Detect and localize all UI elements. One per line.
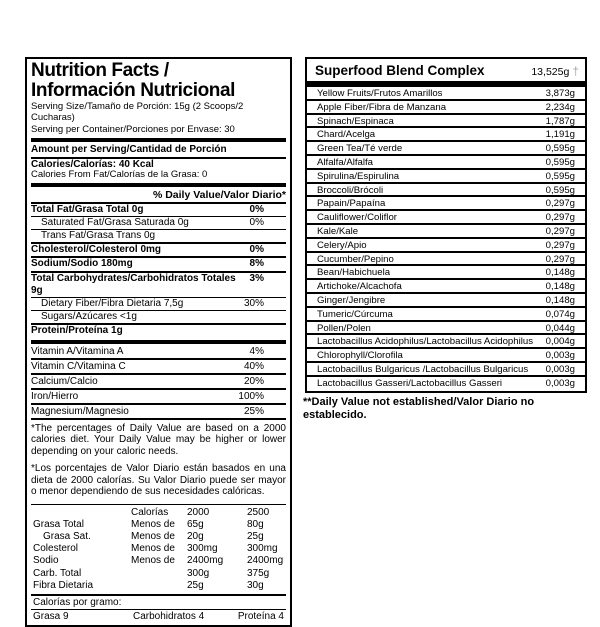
nutrient-label: Dietary Fiber/Fibra Dietaria 7,5g <box>41 297 184 309</box>
dv-table-cell: Colesterol <box>33 543 79 555</box>
ingredients-list <box>307 87 585 391</box>
vitamin-row <box>31 358 286 373</box>
dv-table-cell: Carb. Total <box>33 567 82 579</box>
ingredient-row <box>307 197 585 211</box>
dv-table-cell: Menos de <box>131 530 175 542</box>
nutrient-row <box>31 323 286 337</box>
ingredient-name: Yellow Fruits/Frutos Amarillos <box>317 88 443 99</box>
ingredient-name: Alfalfa/Alfalfa <box>317 156 373 168</box>
ingredient-amount: 0,297g <box>545 198 575 210</box>
superfood-footnote: **Daily Value not established/Valor Diario no establecido. <box>303 395 535 421</box>
ingredient-amount: 0,074g <box>545 308 575 320</box>
nutrient-label: Total Carbohydrates/Carbohidratos Totales 9g <box>31 272 236 296</box>
ingredient-row <box>307 115 585 129</box>
nutrient-value: 0% <box>249 216 264 228</box>
footnote-english: *The percentages of Daily Value are based on a 2000 calories diet. Your Daily Value may be higher or lower depending on your caloric needs. <box>31 422 286 457</box>
vitamin-label: Vitamin A/Vitamina A <box>31 345 124 357</box>
nutrient-row <box>31 204 286 216</box>
daily-value-heading: % Daily Value/Valor Diario* <box>31 188 286 204</box>
ingredient-row <box>307 170 585 184</box>
ingredient-amount: 0,595g <box>545 156 575 168</box>
vitamins-list <box>31 345 286 420</box>
ingredient-amount: 0,003g <box>545 363 575 375</box>
ingredient-row <box>307 294 585 308</box>
ingredient-name: Pollen/Polen <box>317 322 371 334</box>
dv-table-cell: Grasa Sat. <box>43 530 91 542</box>
dv-table-cell: 30g <box>247 579 264 591</box>
ingredient-name: Chard/Acelga <box>317 129 376 141</box>
vitamin-label: Vitamin C/Vitamina C <box>31 360 126 372</box>
dv-table-row <box>31 568 286 580</box>
dv-table-row <box>31 543 286 555</box>
dv-table-cell: Grasa Total <box>33 518 84 530</box>
servings-per-container-text: Serving per Container/Porciones por Envase: 30 <box>31 124 235 135</box>
vitamin-value: 4% <box>249 345 264 357</box>
dv-table-row <box>31 519 286 531</box>
ingredient-row <box>307 363 585 377</box>
vitamin-row <box>31 345 286 358</box>
nutrition-facts-label <box>25 57 292 627</box>
nutrient-row <box>31 229 286 242</box>
dv-table-cell: 65g <box>187 518 204 530</box>
ingredient-amount: 0,148g <box>545 267 575 279</box>
ingredient-name: Apple Fiber/Fibra de Manzana <box>317 101 447 113</box>
calories-text: Calories/Calorías: 40 Kcal <box>31 158 154 170</box>
ingredient-amount: 0,595g <box>545 184 575 196</box>
ingredient-row <box>307 128 585 142</box>
ingredient-row <box>307 349 585 363</box>
label-title-line2: Información Nutricional <box>31 79 236 101</box>
ingredient-name: Lactobacillus Bulgaricus /Lactobacillus Bulgaricus <box>317 363 529 375</box>
nutrient-label: Sugars/Azúcares <1g <box>41 311 137 323</box>
divider-bar <box>31 340 286 344</box>
ingredient-amount: 0,003g <box>545 350 575 362</box>
dv-table-cell: 300g <box>187 567 210 579</box>
nutrient-row <box>31 310 286 323</box>
dv-table-cell: 2400mg <box>247 555 284 567</box>
serving-size-text: Serving Size/Tamaño de Porción: 15g (2 Scoops/2 Cucharas) <box>31 101 244 123</box>
ingredient-name: Papain/Papaína <box>317 198 386 210</box>
dv-table-row <box>31 531 286 543</box>
ingredient-amount: 0,148g <box>545 294 575 306</box>
superfood-blend-panel <box>305 57 587 393</box>
ingredient-amount: 0,595g <box>545 170 575 182</box>
ingredient-row <box>307 322 585 336</box>
ingredient-name: Chlorophyll/Clorofila <box>317 350 403 362</box>
vitamin-value: 25% <box>243 405 264 417</box>
calories-per-gram-value: Carbohidratos 4 <box>133 611 205 623</box>
superfood-header <box>307 59 585 81</box>
ingredient-name: Artichoke/Alcachofa <box>317 281 402 293</box>
ingredient-name: Green Tea/Té verde <box>317 143 403 155</box>
nutrient-label: Saturated Fat/Grasa Saturada 0g <box>41 216 189 228</box>
dv-table-cell: Menos de <box>131 555 175 567</box>
nutrient-value: 8% <box>249 258 264 270</box>
calories-per-gram-value: Grasa 9 <box>33 611 69 623</box>
ingredient-name: Kale/Kale <box>317 225 359 237</box>
ingredient-name: Cauliflower/Coliflor <box>317 212 397 224</box>
dv-table-cell: Fibra Dietaria <box>33 579 94 591</box>
vitamin-row <box>31 388 286 403</box>
nutrient-value: 30% <box>243 297 264 309</box>
nutrient-label: Trans Fat/Grasa Trans 0g <box>41 229 156 241</box>
footnote-spanish: *Los porcentajes de Valor Diario están basados en una dieta de 2000 calorías. Su Valor Diario puede ser mayor o menor dependiendo de sus necesidades calóricas. <box>31 463 286 498</box>
nutrient-label: Total Fat/Grasa Total 0g <box>31 203 144 215</box>
ingredient-row <box>307 377 585 391</box>
dv-table-cell: 2400mg <box>187 555 224 567</box>
dv-table-cell: 25g <box>247 530 264 542</box>
ingredient-name: Spirulina/Espirulina <box>317 170 400 182</box>
ingredient-row <box>307 211 585 225</box>
vitamin-label: Magnesium/Magnesio <box>31 405 129 417</box>
ingredient-name: Celery/Apio <box>317 239 367 251</box>
dv-table-cell <box>131 568 187 580</box>
superfood-title: Superfood Blend Complex <box>315 63 485 78</box>
ingredient-row <box>307 239 585 253</box>
vitamin-value: 100% <box>238 390 264 402</box>
ingredient-row <box>307 266 585 280</box>
calories-per-gram-heading: Calorías por gramo: <box>31 596 286 611</box>
dv-table-header-cell <box>31 507 131 519</box>
ingredient-row <box>307 184 585 198</box>
ingredient-row <box>307 335 585 349</box>
ingredient-name: Cucumber/Pepino <box>317 253 394 265</box>
ingredient-row <box>307 87 585 101</box>
ingredient-amount: 0,004g <box>545 336 575 348</box>
nutrient-row <box>31 297 286 310</box>
vitamin-label: Calcium/Calcio <box>31 375 98 387</box>
ingredient-name: Lactobacillus Acidophilus/Lactobacillus Acidophilus <box>317 336 533 348</box>
nutrient-value: 3% <box>249 272 264 284</box>
dv-table-cell: Sodio <box>33 555 59 567</box>
dv-table-cell: 80g <box>247 518 264 530</box>
nutrient-value: 0% <box>249 203 264 215</box>
ingredient-name: Broccoli/Brócoli <box>317 184 384 196</box>
vitamin-row <box>31 403 286 418</box>
calories-per-gram-value: Proteína 4 <box>237 611 284 623</box>
dv-table-cell: 300mg <box>187 543 218 555</box>
superfood-total-amount <box>531 64 579 78</box>
ingredient-name: Ginger/Jengibre <box>317 294 386 306</box>
ingredient-amount: 0,297g <box>545 239 575 251</box>
ingredient-row <box>307 225 585 239</box>
nutrient-row <box>31 216 286 229</box>
dv-table-cell: 20g <box>187 530 204 542</box>
label-title-line1: Nutrition Facts / <box>31 60 169 81</box>
ingredient-amount: 0,297g <box>545 253 575 265</box>
divider-bar <box>31 138 286 142</box>
ingredient-name: Tumeric/Cúrcuma <box>317 308 393 320</box>
dv-table-row <box>31 555 286 567</box>
calories-per-gram-values <box>31 610 286 624</box>
ingredient-amount: 0,297g <box>545 212 575 224</box>
dv-table-cell <box>131 580 187 592</box>
dv-table-cell: 375g <box>247 567 270 579</box>
dv-table-cell: Menos de <box>131 543 175 555</box>
nutrient-value: 0% <box>249 244 264 256</box>
ingredient-row <box>307 253 585 267</box>
ingredient-amount: 0,044g <box>545 322 575 334</box>
ingredient-amount: 0,595g <box>545 143 575 155</box>
ingredient-row <box>307 156 585 170</box>
superfood-total-value: 13,525g <box>531 65 570 78</box>
ingredient-name: Spinach/Espinaca <box>317 115 394 127</box>
nutrient-row <box>31 256 286 270</box>
dagger-icon: † <box>572 63 579 78</box>
dv-table-cell: 25g <box>187 579 204 591</box>
dv-table-header-cell: 2000 <box>187 506 210 518</box>
amount-per-serving-heading: Amount per Serving/Cantidad de Porción <box>31 143 227 155</box>
nutrients-list <box>31 204 286 338</box>
ingredient-amount: 2,234g <box>545 101 575 113</box>
dv-table-header-cell: 2500 <box>247 506 270 518</box>
nutrient-label: Cholesterol/Colesterol 0mg <box>31 244 162 256</box>
ingredient-amount: 1,191g <box>545 129 575 141</box>
vitamin-value: 40% <box>243 360 264 372</box>
ingredient-amount: 3,873g <box>545 88 575 99</box>
ingredient-row <box>307 308 585 322</box>
ingredient-row <box>307 101 585 115</box>
dv-table-cell: 300mg <box>247 543 278 555</box>
nutrient-row <box>31 271 286 297</box>
dv-table-header-cell: Calorías <box>131 506 169 518</box>
ingredient-row <box>307 142 585 156</box>
ingredient-amount: 0,297g <box>545 225 575 237</box>
vitamin-label: Iron/Hierro <box>31 390 79 402</box>
nutrient-row <box>31 242 286 256</box>
divider-bar <box>31 183 286 187</box>
superfood-panel-wrap <box>305 57 587 422</box>
vitamin-value: 20% <box>243 375 264 387</box>
ingredient-amount: 0,148g <box>545 281 575 293</box>
vitamin-row <box>31 373 286 388</box>
ingredient-amount: 1,787g <box>545 115 575 127</box>
dv-table-row <box>31 580 286 592</box>
dv-table-cell: Menos de <box>131 518 175 530</box>
nutrient-label: Protein/Proteína 1g <box>31 325 123 337</box>
daily-values-reference-table <box>31 505 286 596</box>
daily-value-footnotes <box>31 420 286 505</box>
nutrient-label: Sodium/Sodio 180mg <box>31 258 133 270</box>
ingredient-name: Bean/Habichuela <box>317 267 391 279</box>
ingredient-amount: 0,003g <box>545 377 575 389</box>
ingredient-row <box>307 280 585 294</box>
calories-from-fat-text: Calories From Fat/Calorías de la Grasa: 0 <box>31 169 208 180</box>
dv-table-header-row <box>31 507 286 519</box>
ingredient-name: Lactobacillus Gasseri/Lactobacillus Gasseri <box>317 377 503 389</box>
